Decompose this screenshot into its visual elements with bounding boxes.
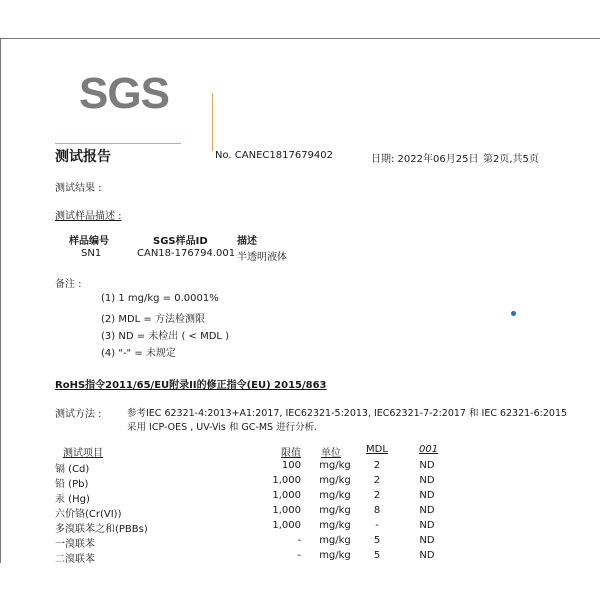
results-cell-item: 镉 (Cd): [55, 464, 90, 475]
results-cell-unit: mg/kg: [319, 550, 351, 561]
results-cell-item: 一溴联苯: [55, 539, 95, 550]
page-number: 第2页,共5页: [483, 154, 539, 165]
sample-header-id: SGS样品ID: [153, 236, 208, 247]
method-line-1: 参考IEC 62321-4:2013+A1:2017, IEC62321-5:2013, IEC62321-7-2:2017 和 IEC 62321-6:2015: [127, 408, 568, 419]
results-header-item: 测试项目: [63, 448, 103, 459]
notes-label: 备注 :: [55, 279, 82, 290]
blue-dot: [511, 311, 516, 316]
results-cell-unit: mg/kg: [319, 475, 351, 486]
results-cell-unit: mg/kg: [319, 490, 351, 501]
results-cell-limit: -: [297, 535, 301, 546]
results-cell-unit: mg/kg: [319, 505, 351, 516]
logo-vertical-line: [212, 93, 213, 151]
report-date: 日期: 2022年06月25日: [371, 154, 479, 165]
results-cell-item: 铅 (Pb): [55, 479, 89, 490]
results-header-limit: 限值: [281, 448, 301, 459]
sample-cell-desc: 半透明液体: [237, 252, 287, 263]
sample-header-no: 样品编号: [69, 236, 109, 247]
results-cell-result: ND: [419, 475, 435, 486]
results-cell-limit: 1,000: [272, 505, 301, 516]
results-header-mdl: MDL: [366, 444, 388, 455]
note-item: (3) ND = 未检出 ( < MDL ): [101, 331, 230, 342]
results-cell-unit: mg/kg: [319, 535, 351, 546]
rohs-heading: RoHS指令2011/65/EU附录II的修正指令(EU) 2015/863: [55, 380, 327, 391]
results-cell-limit: 1,000: [272, 520, 301, 531]
results-cell-mdl: 5: [373, 550, 381, 561]
results-cell-limit: -: [297, 550, 301, 561]
sample-desc-label: 测试样品描述 :: [55, 211, 122, 222]
note-item: (1) 1 mg/kg = 0.0001%: [101, 293, 219, 304]
results-cell-limit: 1,000: [272, 490, 301, 501]
report-title: 测试报告: [55, 149, 111, 165]
results-cell-item: 多溴联苯之和(PBBs): [55, 524, 148, 535]
results-cell-result: ND: [419, 490, 435, 501]
results-cell-result: ND: [419, 550, 435, 561]
report-page: [0, 38, 600, 563]
results-cell-mdl: 5: [373, 535, 381, 546]
results-cell-limit: 100: [281, 460, 301, 471]
results-cell-mdl: 2: [373, 460, 381, 471]
results-cell-mdl: 2: [373, 490, 381, 501]
results-header-sample: 001: [419, 444, 439, 455]
results-cell-result: ND: [419, 535, 435, 546]
results-cell-item: 六价铬(Cr(VI)): [55, 509, 122, 520]
logo-text: SGS: [79, 69, 169, 118]
results-cell-item: 二溴联苯: [55, 554, 95, 563]
sample-cell-no: SN1: [81, 248, 102, 259]
sample-header-desc: 描述: [237, 236, 257, 247]
report-number: No. CANEC1817679402: [215, 150, 334, 161]
results-cell-unit: mg/kg: [319, 460, 351, 471]
results-cell-unit: mg/kg: [319, 520, 351, 531]
test-result-label: 测试结果 :: [55, 183, 102, 194]
results-cell-mdl: 8: [373, 505, 381, 516]
sgs-logo: [49, 66, 189, 124]
sample-cell-id: CAN18-176794.001: [137, 248, 236, 259]
note-item: (4) "-" = 未规定: [101, 348, 176, 359]
results-cell-mdl: -: [375, 520, 379, 531]
note-item: (2) MDL = 方法检测限: [101, 314, 205, 325]
results-cell-item: 汞 (Hg): [55, 494, 90, 505]
results-cell-mdl: 2: [373, 475, 381, 486]
logo-underline: [55, 143, 181, 144]
method-line-2: 采用 ICP-OES , UV-Vis 和 GC-MS 进行分析.: [127, 422, 318, 433]
results-cell-result: ND: [419, 520, 435, 531]
results-cell-limit: 1,000: [272, 475, 301, 486]
results-cell-result: ND: [419, 460, 435, 471]
method-label: 测试方法 :: [55, 409, 102, 420]
results-cell-result: ND: [419, 505, 435, 516]
results-header-unit: 单位: [321, 448, 341, 459]
